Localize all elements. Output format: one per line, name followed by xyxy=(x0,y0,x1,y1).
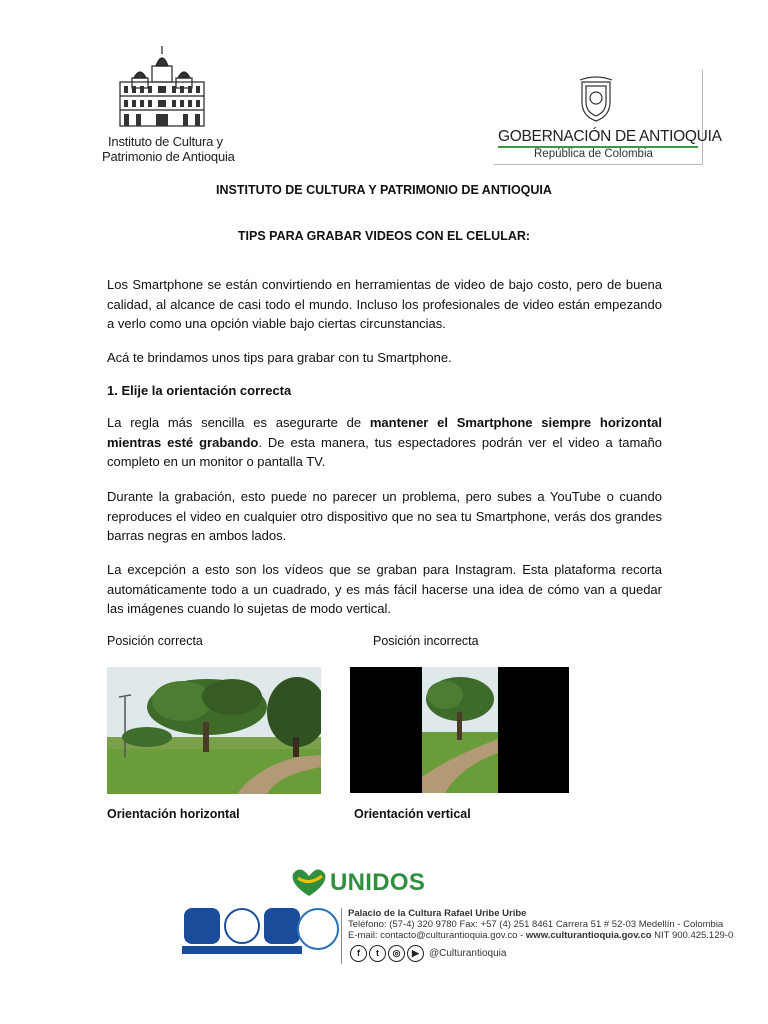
instituto-logo xyxy=(100,44,250,164)
paragraph-3: La excepción a esto son los vídeos que se graban para Instagram. Esta plataforma recorta automáticamente todo a un cuadrado, y es más fácil hacerse una idea de cómo van a quedar las imágenes cuando lo sujetas de modo vertical. xyxy=(107,562,662,616)
intro-paragraph: Los Smartphone se están convirtiendo en herramientas de video de bajo costo, pero de buena calidad, al alcance de casi todo el mundo. Incluso los profesionales de video están empezando a verlo como una opción viable bajo ciertas circunstancias. xyxy=(107,277,662,331)
facebook-icon[interactable]: f xyxy=(350,945,367,962)
footer-email: E-mail: contacto@culturantioquia.gov.co - xyxy=(348,930,526,941)
footer-divider xyxy=(341,908,342,964)
caption-horizontal: Orientación horizontal xyxy=(107,807,240,821)
footer-social-row xyxy=(350,944,506,962)
youtube-icon[interactable]: ▶ xyxy=(407,945,424,962)
palace-building-icon xyxy=(112,44,212,134)
caption-vertical: Orientación vertical xyxy=(354,807,471,821)
gobernacion-logo xyxy=(494,70,722,165)
footer-nit: NIT 900.425.129-0 xyxy=(651,930,734,941)
instagram-icon[interactable]: ◎ xyxy=(388,945,405,962)
paragraph-1 xyxy=(107,413,662,472)
icontec-ntcgp-logo xyxy=(262,908,302,960)
colombia-seal-logo xyxy=(297,908,337,960)
document-subtitle: TIPS PARA GRABAR VIDEOS CON EL CELULAR: xyxy=(237,229,531,243)
unidos-word: UNIDOS xyxy=(330,869,426,896)
footer-website-link[interactable]: www.culturantioquia.gov.co xyxy=(525,930,652,941)
section-1-heading: 1. Elije la orientación correcta xyxy=(107,383,292,398)
footer-address xyxy=(348,908,734,941)
icontec-iso9001-logo xyxy=(182,908,222,960)
paragraph-1-part1: La regla más sencilla es asegurarte de xyxy=(107,415,370,430)
document-title: INSTITUTO DE CULTURA Y PATRIMONIO DE ANTIOQUIA xyxy=(216,183,552,197)
gobernacion-name: GOBERNACIÓN DE ANTIOQUIA xyxy=(498,128,722,145)
iqnet-logo xyxy=(222,908,262,960)
instituto-logo-line2: Patrimonio de Antioquia xyxy=(102,149,235,164)
paragraph-1-bold: mantener el Smartphone siempre horizontal mientras esté grabando xyxy=(107,415,662,450)
photo-vertical-park xyxy=(350,667,569,793)
tips-intro: Acá te brindamos unos tips para grabar con tu Smartphone. xyxy=(107,350,452,365)
instituto-logo-line1: Instituto de Cultura y xyxy=(108,134,223,149)
footer-address-line3 xyxy=(348,930,734,941)
unidos-logo xyxy=(290,864,430,904)
photo-horizontal-park xyxy=(107,667,321,794)
coat-of-arms-icon xyxy=(576,74,616,124)
footer-address-line2: Teléfono: (57-4) 320 9780 Fax: +57 (4) 251 8461 Carrera 51 # 52-03 Medellín - Colombia xyxy=(348,919,724,930)
label-incorrect-position: Posición incorrecta xyxy=(373,634,479,648)
twitter-icon[interactable]: t xyxy=(369,945,386,962)
paragraph-2: Durante la grabación, esto puede no parecer un problema, pero subes a YouTube o cuando reproduces el video en cualquier otro dispositivo que no sea tu Smartphone, verás dos grandes barras negras en ambos lados. xyxy=(107,489,662,543)
gobernacion-subtitle: República de Colombia xyxy=(534,148,653,160)
unidos-heart-icon xyxy=(290,866,328,898)
paragraph-1-part2: . De esta manera, tus espectadores podrán ver el video a tamaño completo en un monitor o pantalla TV. xyxy=(107,434,662,469)
social-handle[interactable]: @Culturantioquia xyxy=(429,947,507,959)
footer-address-line1: Palacio de la Cultura Rafael Uribe Uribe xyxy=(348,908,527,919)
label-correct-position: Posición correcta xyxy=(107,634,203,648)
